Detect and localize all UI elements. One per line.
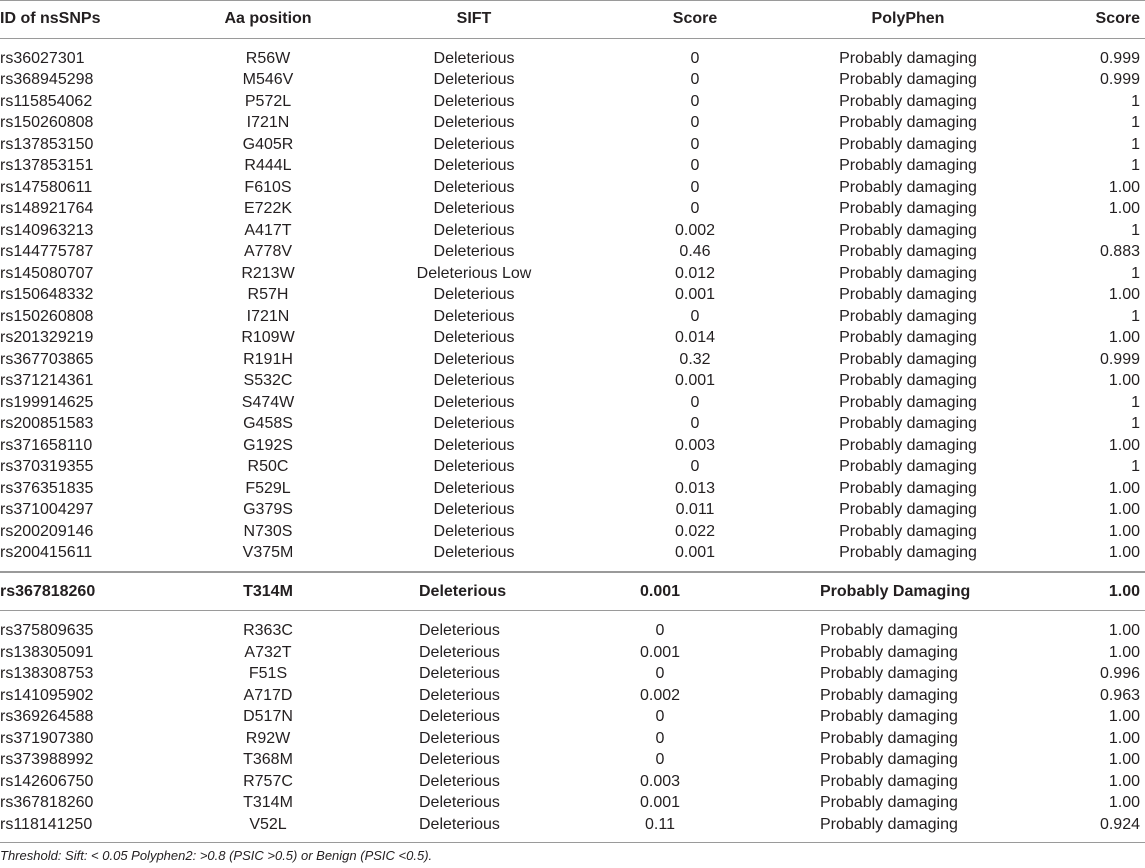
cell-sift: Deleterious bbox=[433, 114, 515, 131]
cell-polyphen: Probably damaging bbox=[839, 286, 977, 303]
cell-aa-position: V52L bbox=[249, 815, 287, 833]
cell-sift-score: 0.001 bbox=[639, 794, 681, 811]
table-row bbox=[0, 663, 1145, 685]
cell-polyphen: Probably damaging bbox=[839, 200, 977, 217]
cell-aa-position: D517N bbox=[243, 708, 293, 725]
cell-polyphen-score: 1.00 bbox=[1108, 708, 1140, 725]
cell-aa-position: V375M bbox=[242, 544, 294, 561]
cell-sift-score: 0 bbox=[655, 665, 665, 682]
cell-aa-position: A778V bbox=[243, 243, 293, 260]
table-row bbox=[0, 327, 1145, 349]
table-row bbox=[0, 771, 1145, 793]
cell-polyphen-score: 1.00 bbox=[1108, 479, 1140, 497]
cell-sift-score: 0 bbox=[655, 622, 665, 639]
cell-sift-score: 0.012 bbox=[674, 264, 716, 282]
cell-id: rs147580611 bbox=[0, 178, 93, 196]
cell-polyphen-score: 1 bbox=[1131, 393, 1140, 411]
cell-sift-score: 0 bbox=[690, 393, 700, 411]
cell-polyphen: Probably damaging bbox=[839, 71, 977, 88]
cell-id: rs200209146 bbox=[0, 522, 94, 540]
table-row bbox=[0, 263, 1145, 285]
cell-aa-position: R50C bbox=[247, 458, 289, 475]
cell-aa-position: R56W bbox=[245, 49, 291, 67]
cell-id: rs118141250 bbox=[0, 815, 93, 833]
cell-polyphen: Probably damaging bbox=[839, 49, 977, 67]
table-row bbox=[0, 685, 1145, 707]
table-row bbox=[0, 284, 1145, 306]
highlighted-row bbox=[0, 581, 1145, 603]
highlight-bottom-rule bbox=[0, 610, 1145, 611]
cell-sift: Deleterious bbox=[433, 329, 515, 346]
cell-sift-score: 0.001 bbox=[674, 286, 716, 303]
cell-id: rs373988992 bbox=[0, 751, 94, 768]
cell-id: rs148921764 bbox=[0, 200, 94, 217]
cell-polyphen: Probably damaging bbox=[839, 372, 977, 389]
cell-sift-score: 0.32 bbox=[679, 350, 711, 368]
cell-polyphen-score: 0.999 bbox=[1099, 350, 1140, 368]
cell-polyphen-score: 1.00 bbox=[1108, 329, 1140, 346]
cell-sift: Deleterious bbox=[433, 501, 515, 518]
cell-aa-position: F529L bbox=[245, 479, 291, 497]
cell-aa-position: S474W bbox=[241, 393, 295, 411]
cell-polyphen: Probably damaging bbox=[820, 665, 958, 682]
table-row bbox=[0, 413, 1145, 435]
cell-aa-position: A732T bbox=[244, 643, 292, 661]
cell-sift-score: 0 bbox=[690, 135, 700, 153]
table-row bbox=[0, 542, 1145, 564]
cell-polyphen-score: 1.00 bbox=[1108, 436, 1140, 454]
cell-sift: Deleterious bbox=[433, 479, 515, 497]
cell-sift: Deleterious bbox=[419, 729, 500, 747]
cell-aa-position: M546V bbox=[242, 71, 294, 88]
header-aa-position: Aa position bbox=[224, 10, 312, 27]
cell-polyphen: Probably damaging bbox=[839, 329, 977, 346]
cell-polyphen-score: 1 bbox=[1131, 114, 1140, 131]
cell-sift-score: 0 bbox=[690, 415, 700, 432]
table-row bbox=[0, 435, 1145, 457]
cell-polyphen-score: 1.00 bbox=[1108, 751, 1140, 768]
cell-polyphen-score: 1.00 bbox=[1108, 200, 1140, 217]
cell-polyphen: Probably damaging bbox=[839, 178, 977, 196]
cell-polyphen: Probably damaging bbox=[839, 350, 977, 368]
table-row bbox=[0, 706, 1145, 728]
cell-polyphen: Probably damaging bbox=[839, 92, 977, 110]
cell-id: rs36027301 bbox=[0, 49, 85, 67]
cell-polyphen-score: 1 bbox=[1131, 415, 1140, 432]
cell-id: rs150648332 bbox=[0, 286, 94, 303]
cell-polyphen: Probably damaging bbox=[820, 643, 958, 661]
cell-sift: Deleterious bbox=[433, 157, 515, 174]
cell-polyphen-score: 1.00 bbox=[1108, 501, 1140, 518]
cell-polyphen-score: 1.00 bbox=[1108, 178, 1140, 196]
table-row bbox=[0, 241, 1145, 263]
cell-sift-score: 0 bbox=[690, 307, 700, 325]
cell-aa-position: N730S bbox=[243, 522, 293, 540]
table-row bbox=[0, 112, 1145, 134]
cell-sift: Deleterious bbox=[433, 178, 515, 196]
table-row bbox=[0, 642, 1145, 664]
cell-aa-position: F610S bbox=[244, 178, 292, 196]
cell-sift: Deleterious bbox=[419, 583, 507, 600]
table-row bbox=[0, 48, 1145, 70]
cell-aa-position: R444L bbox=[244, 157, 292, 174]
cell-polyphen-score: 1.00 bbox=[1108, 643, 1140, 661]
threshold-footnote: Threshold: Sift: < 0.05 Polyphen2: >0.8 (PSIC >0.5) or Benign (PSIC <0.5). bbox=[0, 848, 433, 863]
cell-aa-position: G192S bbox=[243, 436, 293, 454]
cell-aa-position: G405R bbox=[242, 135, 294, 153]
cell-sift: Deleterious bbox=[433, 350, 515, 368]
cell-id: rs140963213 bbox=[0, 221, 94, 239]
cell-sift-score: 0.002 bbox=[674, 221, 716, 239]
table-row bbox=[0, 749, 1145, 771]
cell-polyphen-score: 0.883 bbox=[1099, 243, 1140, 260]
cell-sift-score: 0 bbox=[655, 729, 665, 747]
cell-aa-position: R191H bbox=[243, 350, 293, 368]
cell-sift-score: 0.002 bbox=[639, 686, 681, 704]
cell-sift-score: 0 bbox=[655, 708, 665, 725]
cell-sift: Deleterious bbox=[419, 772, 500, 790]
table-row bbox=[0, 814, 1145, 836]
cell-id: rs150260808 bbox=[0, 114, 94, 131]
cell-sift-score: 0.003 bbox=[674, 436, 716, 454]
cell-sift: Deleterious bbox=[433, 71, 515, 88]
cell-id: rs370319355 bbox=[0, 458, 94, 475]
cell-sift-score: 0.003 bbox=[639, 772, 681, 790]
cell-polyphen: Probably damaging bbox=[839, 544, 977, 561]
cell-sift-score: 0 bbox=[690, 92, 700, 110]
table-header bbox=[0, 8, 1145, 30]
cell-polyphen-score: 1 bbox=[1131, 307, 1140, 325]
cell-sift: Deleterious bbox=[433, 135, 515, 153]
cell-id: rs371658110 bbox=[0, 436, 93, 454]
cell-polyphen-score: 1.00 bbox=[1108, 794, 1140, 811]
cell-sift-score: 0.001 bbox=[674, 544, 716, 561]
cell-sift-score: 0.013 bbox=[674, 479, 716, 497]
cell-polyphen: Probably damaging bbox=[839, 415, 977, 432]
cell-polyphen: Probably damaging bbox=[839, 135, 977, 153]
cell-id: rs371214361 bbox=[0, 372, 94, 389]
cell-polyphen-score: 0.924 bbox=[1099, 815, 1140, 833]
cell-aa-position: R757C bbox=[243, 772, 293, 790]
cell-sift-score: 0 bbox=[690, 458, 700, 475]
cell-aa-position: P572L bbox=[244, 92, 292, 110]
cell-polyphen-score: 1.00 bbox=[1108, 583, 1140, 600]
header-id: ID of nsSNPs bbox=[0, 10, 101, 27]
cell-sift-score: 0.001 bbox=[674, 372, 716, 389]
cell-sift-score: 0.001 bbox=[639, 643, 681, 661]
table-row bbox=[0, 620, 1145, 642]
header-polyphen-score: Score bbox=[1095, 10, 1140, 27]
cell-sift: Deleterious Low bbox=[416, 264, 532, 282]
cell-polyphen-score: 0.963 bbox=[1099, 686, 1140, 704]
table-row bbox=[0, 91, 1145, 113]
cell-aa-position: R363C bbox=[243, 622, 293, 639]
cell-sift: Deleterious bbox=[419, 622, 500, 639]
cell-sift: Deleterious bbox=[433, 286, 515, 303]
cell-sift: Deleterious bbox=[433, 49, 515, 67]
cell-sift-score: 0.014 bbox=[674, 329, 716, 346]
cell-sift: Deleterious bbox=[433, 92, 515, 110]
cell-polyphen: Probably damaging bbox=[839, 114, 977, 131]
cell-id: rs115854062 bbox=[0, 92, 93, 110]
cell-aa-position: I721N bbox=[246, 307, 290, 325]
cell-polyphen: Probably Damaging bbox=[820, 583, 971, 600]
cell-sift-score: 0 bbox=[690, 49, 700, 67]
cell-id: rs150260808 bbox=[0, 307, 94, 325]
cell-polyphen: Probably damaging bbox=[839, 264, 977, 282]
cell-sift-score: 0 bbox=[690, 157, 700, 174]
cell-polyphen-score: 1 bbox=[1131, 458, 1140, 475]
cell-polyphen: Probably damaging bbox=[820, 729, 958, 747]
cell-polyphen: Probably damaging bbox=[839, 243, 977, 260]
cell-polyphen-score: 1 bbox=[1131, 135, 1140, 153]
cell-polyphen-score: 1.00 bbox=[1108, 372, 1140, 389]
cell-id: rs141095902 bbox=[0, 686, 94, 704]
cell-id: rs200851583 bbox=[0, 415, 94, 432]
cell-sift: Deleterious bbox=[433, 436, 515, 454]
cell-polyphen: Probably damaging bbox=[820, 686, 958, 704]
table-row bbox=[0, 392, 1145, 414]
cell-id: rs137853150 bbox=[0, 135, 94, 153]
cell-aa-position: R57H bbox=[247, 286, 289, 303]
table-row bbox=[0, 134, 1145, 156]
cell-id: rs145080707 bbox=[0, 264, 94, 282]
cell-polyphen-score: 0.999 bbox=[1099, 71, 1140, 88]
cell-sift: Deleterious bbox=[433, 393, 515, 411]
cell-sift-score: 0.011 bbox=[675, 501, 715, 518]
cell-sift: Deleterious bbox=[433, 307, 515, 325]
header-polyphen: PolyPhen bbox=[871, 10, 945, 27]
cell-sift: Deleterious bbox=[433, 200, 515, 217]
cell-polyphen-score: 1 bbox=[1131, 221, 1140, 239]
cell-sift: Deleterious bbox=[433, 544, 515, 561]
cell-id: rs376351835 bbox=[0, 479, 94, 497]
cell-id: rs369264588 bbox=[0, 708, 94, 725]
header-rule bbox=[0, 38, 1145, 39]
cell-polyphen: Probably damaging bbox=[839, 221, 977, 239]
cell-aa-position: R109W bbox=[241, 329, 295, 346]
cell-sift: Deleterious bbox=[419, 751, 500, 768]
cell-polyphen-score: 1.00 bbox=[1108, 544, 1140, 561]
cell-polyphen: Probably damaging bbox=[839, 393, 977, 411]
cell-sift: Deleterious bbox=[433, 372, 515, 389]
cell-aa-position: G379S bbox=[243, 501, 293, 518]
table-row bbox=[0, 155, 1145, 177]
cell-sift-score: 0.11 bbox=[645, 815, 675, 833]
cell-polyphen: Probably damaging bbox=[820, 708, 958, 725]
table-row bbox=[0, 792, 1145, 814]
cell-sift: Deleterious bbox=[419, 686, 500, 704]
cell-id: rs371004297 bbox=[0, 501, 94, 518]
cell-sift: Deleterious bbox=[419, 708, 500, 725]
cell-aa-position: R213W bbox=[241, 264, 295, 282]
cell-polyphen: Probably damaging bbox=[839, 479, 977, 497]
cell-polyphen-score: 1 bbox=[1131, 92, 1140, 110]
cell-sift: Deleterious bbox=[433, 243, 515, 260]
header-sift: SIFT bbox=[456, 10, 492, 27]
cell-polyphen-score: 1.00 bbox=[1108, 522, 1140, 540]
cell-id: rs367818260 bbox=[0, 794, 94, 811]
cell-id: rs375809635 bbox=[0, 622, 94, 639]
cell-id: rs137853151 bbox=[0, 157, 94, 174]
cell-sift: Deleterious bbox=[433, 522, 515, 540]
cell-aa-position: T368M bbox=[243, 751, 293, 768]
cell-polyphen-score: 1 bbox=[1131, 157, 1140, 174]
cell-id: rs367703865 bbox=[0, 350, 94, 368]
table-row bbox=[0, 177, 1145, 199]
cell-id: rs138308753 bbox=[0, 665, 94, 682]
header-sift-score: Score bbox=[672, 10, 718, 27]
cell-aa-position: T314M bbox=[243, 583, 293, 600]
cell-polyphen-score: 0.996 bbox=[1099, 665, 1140, 682]
cell-sift-score: 0.022 bbox=[674, 522, 716, 540]
cell-id: rs199914625 bbox=[0, 393, 94, 411]
cell-sift: Deleterious bbox=[433, 458, 515, 475]
cell-aa-position: F51S bbox=[248, 665, 288, 682]
cell-sift: Deleterious bbox=[419, 665, 500, 682]
cell-id: rs144775787 bbox=[0, 243, 94, 260]
cell-sift-score: 0.001 bbox=[639, 583, 681, 600]
cell-polyphen: Probably damaging bbox=[820, 751, 958, 768]
cell-polyphen: Probably damaging bbox=[839, 436, 977, 454]
bottom-rule bbox=[0, 842, 1145, 843]
cell-id: rs367818260 bbox=[0, 583, 96, 600]
cell-polyphen: Probably damaging bbox=[839, 458, 977, 475]
cell-sift: Deleterious bbox=[419, 815, 500, 833]
table-row bbox=[0, 349, 1145, 371]
cell-polyphen-score: 1.00 bbox=[1108, 622, 1140, 639]
cell-sift: Deleterious bbox=[433, 415, 515, 432]
cell-aa-position: S532C bbox=[243, 372, 293, 389]
cell-aa-position: T314M bbox=[243, 794, 293, 811]
cell-polyphen-score: 1.00 bbox=[1108, 286, 1140, 303]
cell-id: rs200415611 bbox=[0, 544, 93, 561]
cell-sift-score: 0 bbox=[690, 178, 700, 196]
table-row bbox=[0, 478, 1145, 500]
cell-polyphen-score: 0.999 bbox=[1099, 49, 1140, 67]
cell-polyphen-score: 1.00 bbox=[1108, 772, 1140, 790]
cell-id: rs138305091 bbox=[0, 643, 94, 661]
cell-id: rs368945298 bbox=[0, 71, 94, 88]
cell-polyphen: Probably damaging bbox=[839, 307, 977, 325]
cell-sift-score: 0 bbox=[690, 200, 700, 217]
cell-polyphen: Probably damaging bbox=[820, 794, 958, 811]
cell-polyphen-score: 1.00 bbox=[1108, 729, 1140, 747]
cell-aa-position: E722K bbox=[243, 200, 293, 217]
cell-polyphen: Probably damaging bbox=[839, 501, 977, 518]
cell-sift: Deleterious bbox=[419, 643, 500, 661]
cell-aa-position: A417T bbox=[244, 221, 292, 239]
table-row bbox=[0, 728, 1145, 750]
cell-id: rs201329219 bbox=[0, 329, 94, 346]
cell-aa-position: G458S bbox=[243, 415, 293, 432]
cell-sift-score: 0.46 bbox=[679, 243, 711, 260]
top-rule bbox=[0, 0, 1145, 1]
table-row bbox=[0, 69, 1145, 91]
cell-id: rs371907380 bbox=[0, 729, 94, 747]
cell-polyphen: Probably damaging bbox=[820, 815, 958, 833]
cell-sift-score: 0 bbox=[655, 751, 665, 768]
table-row bbox=[0, 306, 1145, 328]
highlight-top-rule bbox=[0, 571, 1145, 573]
table-row bbox=[0, 499, 1145, 521]
cell-aa-position: I721N bbox=[246, 114, 290, 131]
cell-polyphen: Probably damaging bbox=[820, 772, 958, 790]
cell-polyphen: Probably damaging bbox=[839, 157, 977, 174]
table-row bbox=[0, 198, 1145, 220]
table-row bbox=[0, 220, 1145, 242]
cell-sift-score: 0 bbox=[690, 71, 700, 88]
cell-aa-position: A717D bbox=[243, 686, 293, 704]
cell-aa-position: R92W bbox=[245, 729, 291, 747]
cell-sift-score: 0 bbox=[690, 114, 700, 131]
cell-polyphen-score: 1 bbox=[1131, 264, 1140, 282]
cell-sift: Deleterious bbox=[419, 794, 500, 811]
table-row bbox=[0, 456, 1145, 478]
cell-id: rs142606750 bbox=[0, 772, 94, 790]
table-row bbox=[0, 521, 1145, 543]
cell-polyphen: Probably damaging bbox=[820, 622, 958, 639]
cell-polyphen: Probably damaging bbox=[839, 522, 977, 540]
cell-sift: Deleterious bbox=[433, 221, 515, 239]
table-row bbox=[0, 370, 1145, 392]
